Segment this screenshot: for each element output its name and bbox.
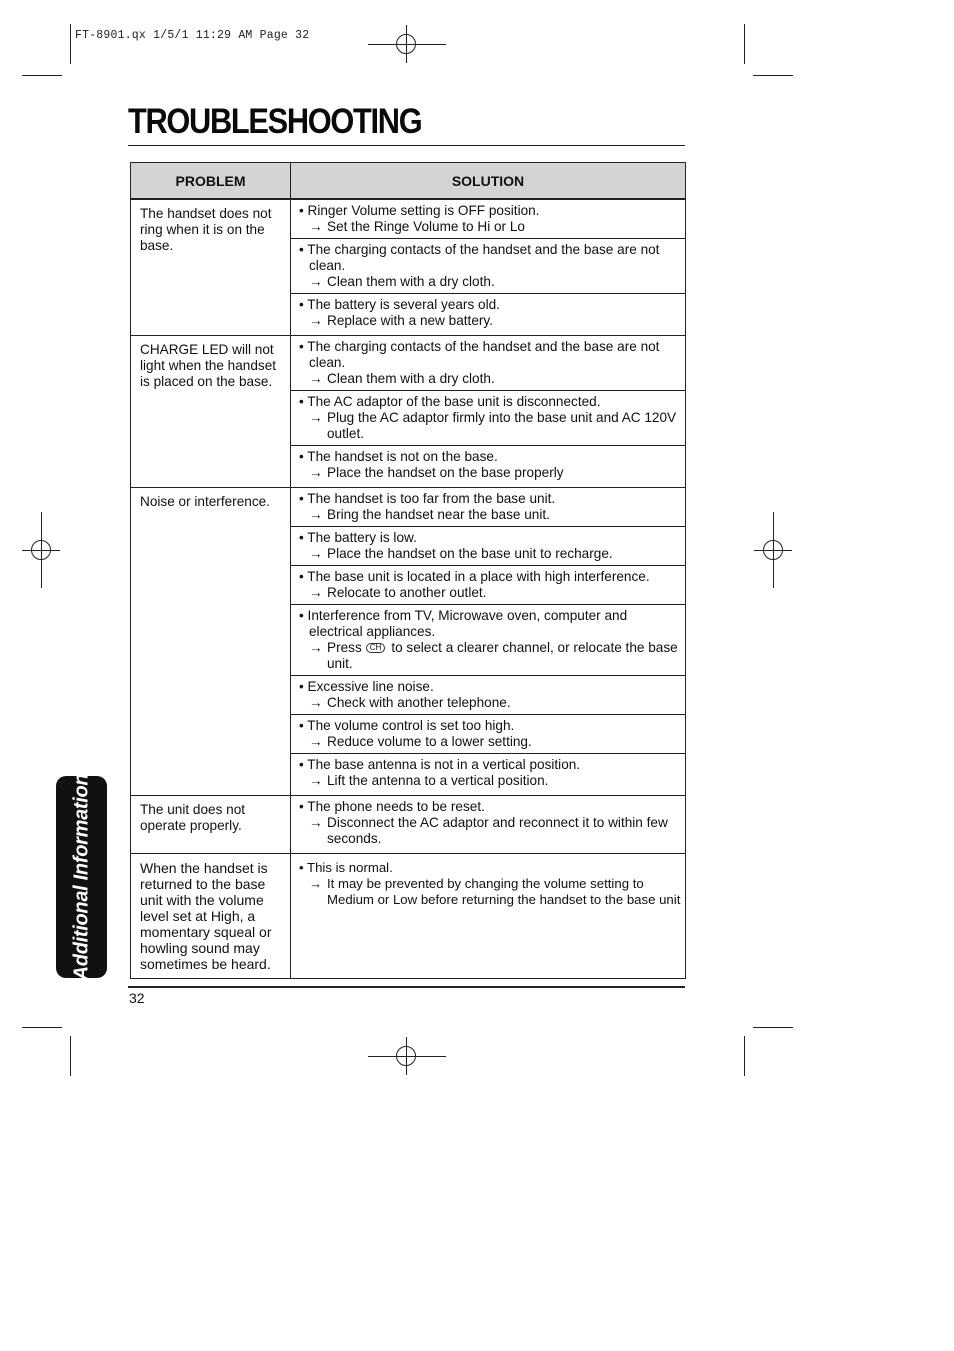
- solution-cell: [291, 336, 686, 488]
- fix-text: Plug the AC adaptor firmly into the base unit and AC 120V outlet.: [327, 410, 677, 441]
- arrow-icon: →: [309, 815, 323, 830]
- cause-text: • The handset is too far from the base unit.: [299, 491, 556, 506]
- fix-line: [299, 410, 683, 442]
- cause-text: • Ringer Volume setting is OFF position.: [299, 203, 540, 218]
- crop-mark: [744, 24, 745, 64]
- fix-text: Clean them with a dry cloth.: [327, 274, 495, 289]
- cause-text: • The base unit is located in a place with high interference.: [299, 569, 650, 584]
- solution-item: [291, 526, 685, 565]
- cause-text: • The AC adaptor of the base unit is disconnected.: [299, 394, 601, 409]
- fix-line: [299, 876, 683, 908]
- fix-text: Place the handset on the base unit to recharge.: [327, 546, 613, 561]
- cause-text: • The volume control is set too high.: [299, 718, 515, 733]
- problem-cell: CHARGE LED will not light when the handset is placed on the base.: [131, 336, 291, 488]
- solution-item: [291, 604, 685, 675]
- fix-text: Relocate to another outlet.: [327, 585, 487, 600]
- solution-item: [291, 565, 685, 604]
- page-title: TROUBLESHOOTING: [128, 102, 422, 141]
- arrow-icon: →: [309, 465, 323, 480]
- solution-cell: [291, 854, 686, 979]
- table-row: [131, 488, 686, 796]
- fix-text: Reduce volume to a lower setting.: [327, 734, 532, 749]
- table-row: [131, 199, 686, 336]
- arrow-icon: →: [309, 507, 323, 522]
- arrow-icon: →: [309, 371, 323, 386]
- crop-mark: [70, 24, 71, 64]
- registration-mark: [396, 34, 416, 54]
- cause-text: • This is normal.: [299, 860, 393, 875]
- fix-line: [299, 507, 683, 523]
- solution-item: [291, 293, 685, 335]
- print-header: FT-8901.qx 1/5/1 11:29 AM Page 32: [75, 29, 310, 42]
- page-number: 32: [129, 990, 145, 1006]
- arrow-icon: →: [309, 773, 323, 788]
- cause-text: • The charging contacts of the handset and the base are not clean.: [299, 242, 660, 273]
- solution-item: [291, 390, 685, 445]
- arrow-icon: →: [309, 876, 323, 891]
- fix-text: Replace with a new battery.: [327, 313, 493, 328]
- fix-text: Bring the handset near the base unit.: [327, 507, 550, 522]
- fix-text: Check with another telephone.: [327, 695, 511, 710]
- fix-line: [299, 546, 683, 562]
- solution-item: [291, 714, 685, 753]
- arrow-icon: →: [309, 410, 323, 425]
- footer-rule: [128, 986, 685, 988]
- cause-text: • The battery is low.: [299, 530, 417, 545]
- fix-text-pre: Press: [327, 640, 362, 655]
- cause-text: • The phone needs to be reset.: [299, 799, 485, 814]
- fix-line: [299, 815, 683, 847]
- fix-text: It may be prevented by changing the volume setting to Medium or Low before returning the handset to the base unit: [327, 876, 681, 907]
- cause-text: • The battery is several years old.: [299, 297, 500, 312]
- solution-item: [291, 753, 685, 795]
- problem-cell: The unit does not operate properly.: [131, 796, 291, 854]
- registration-mark: [396, 1046, 416, 1066]
- fix-line: [299, 219, 683, 235]
- solution-item: [291, 488, 685, 526]
- cause-text: • Excessive line noise.: [299, 679, 434, 694]
- arrow-icon: →: [309, 546, 323, 561]
- problem-cell: The handset does not ring when it is on the base.: [131, 199, 291, 336]
- fix-line: [299, 640, 683, 672]
- fix-text: Lift the antenna to a vertical position.: [327, 773, 549, 788]
- crop-mark: [22, 1027, 62, 1028]
- crop-mark: [753, 75, 793, 76]
- table-row: [131, 336, 686, 488]
- fix-text: Set the Ringe Volume to Hi or Lo: [327, 219, 525, 234]
- problem-cell: Noise or interference.: [131, 488, 291, 796]
- troubleshooting-table: [130, 162, 686, 979]
- solution-item: [291, 675, 685, 714]
- fix-text: Disconnect the AC adaptor and reconnect it to within few seconds.: [327, 815, 668, 846]
- arrow-icon: →: [309, 734, 323, 749]
- crop-mark: [70, 1036, 71, 1076]
- cause-text: • The base antenna is not in a vertical position.: [299, 757, 581, 772]
- arrow-icon: →: [309, 313, 323, 328]
- fix-line: [299, 695, 683, 711]
- fix-line: [299, 274, 683, 290]
- solution-item: [291, 854, 685, 911]
- solution-item: [291, 796, 685, 853]
- solution-header: SOLUTION: [291, 163, 686, 200]
- title-rule: [128, 145, 685, 146]
- problem-header: PROBLEM: [131, 163, 291, 200]
- fix-line: [299, 313, 683, 329]
- ch-button-icon: CH: [366, 643, 386, 653]
- table-row: [131, 796, 686, 854]
- arrow-icon: →: [309, 695, 323, 710]
- section-side-tab: [56, 773, 107, 981]
- registration-mark: [763, 540, 783, 560]
- fix-line: [299, 585, 683, 601]
- side-tab-label: Additional Information: [70, 773, 92, 981]
- table-header-row: [131, 163, 686, 200]
- fix-line: [299, 465, 683, 481]
- fix-text: Clean them with a dry cloth.: [327, 371, 495, 386]
- crop-mark: [753, 1027, 793, 1028]
- solution-cell: [291, 488, 686, 796]
- arrow-icon: →: [309, 274, 323, 289]
- solution-item: [291, 336, 685, 390]
- arrow-icon: →: [309, 585, 323, 600]
- fix-line: [299, 773, 683, 789]
- solution-cell: [291, 796, 686, 854]
- problem-cell: When the handset is returned to the base unit with the volume level set at High, a momentary squeal or howling sound may sometimes be heard.: [131, 854, 291, 979]
- crop-mark: [744, 1036, 745, 1076]
- solution-cell: [291, 199, 686, 336]
- solution-item: [291, 238, 685, 293]
- solution-item: [291, 445, 685, 487]
- cause-text: • Interference from TV, Microwave oven, computer and electrical appliances.: [299, 608, 628, 639]
- cause-text: • The handset is not on the base.: [299, 449, 498, 464]
- crop-mark: [22, 75, 62, 76]
- arrow-icon: →: [309, 640, 323, 655]
- registration-mark: [31, 540, 51, 560]
- arrow-icon: →: [309, 219, 323, 234]
- fix-line: [299, 371, 683, 387]
- cause-text: • The charging contacts of the handset and the base are not clean.: [299, 339, 660, 370]
- fix-text-post: to select a clearer channel, or relocate the base unit.: [327, 640, 678, 671]
- fix-text: Place the handset on the base properly: [327, 465, 564, 480]
- fix-line: [299, 734, 683, 750]
- table-row: [131, 854, 686, 979]
- solution-item: [291, 200, 685, 238]
